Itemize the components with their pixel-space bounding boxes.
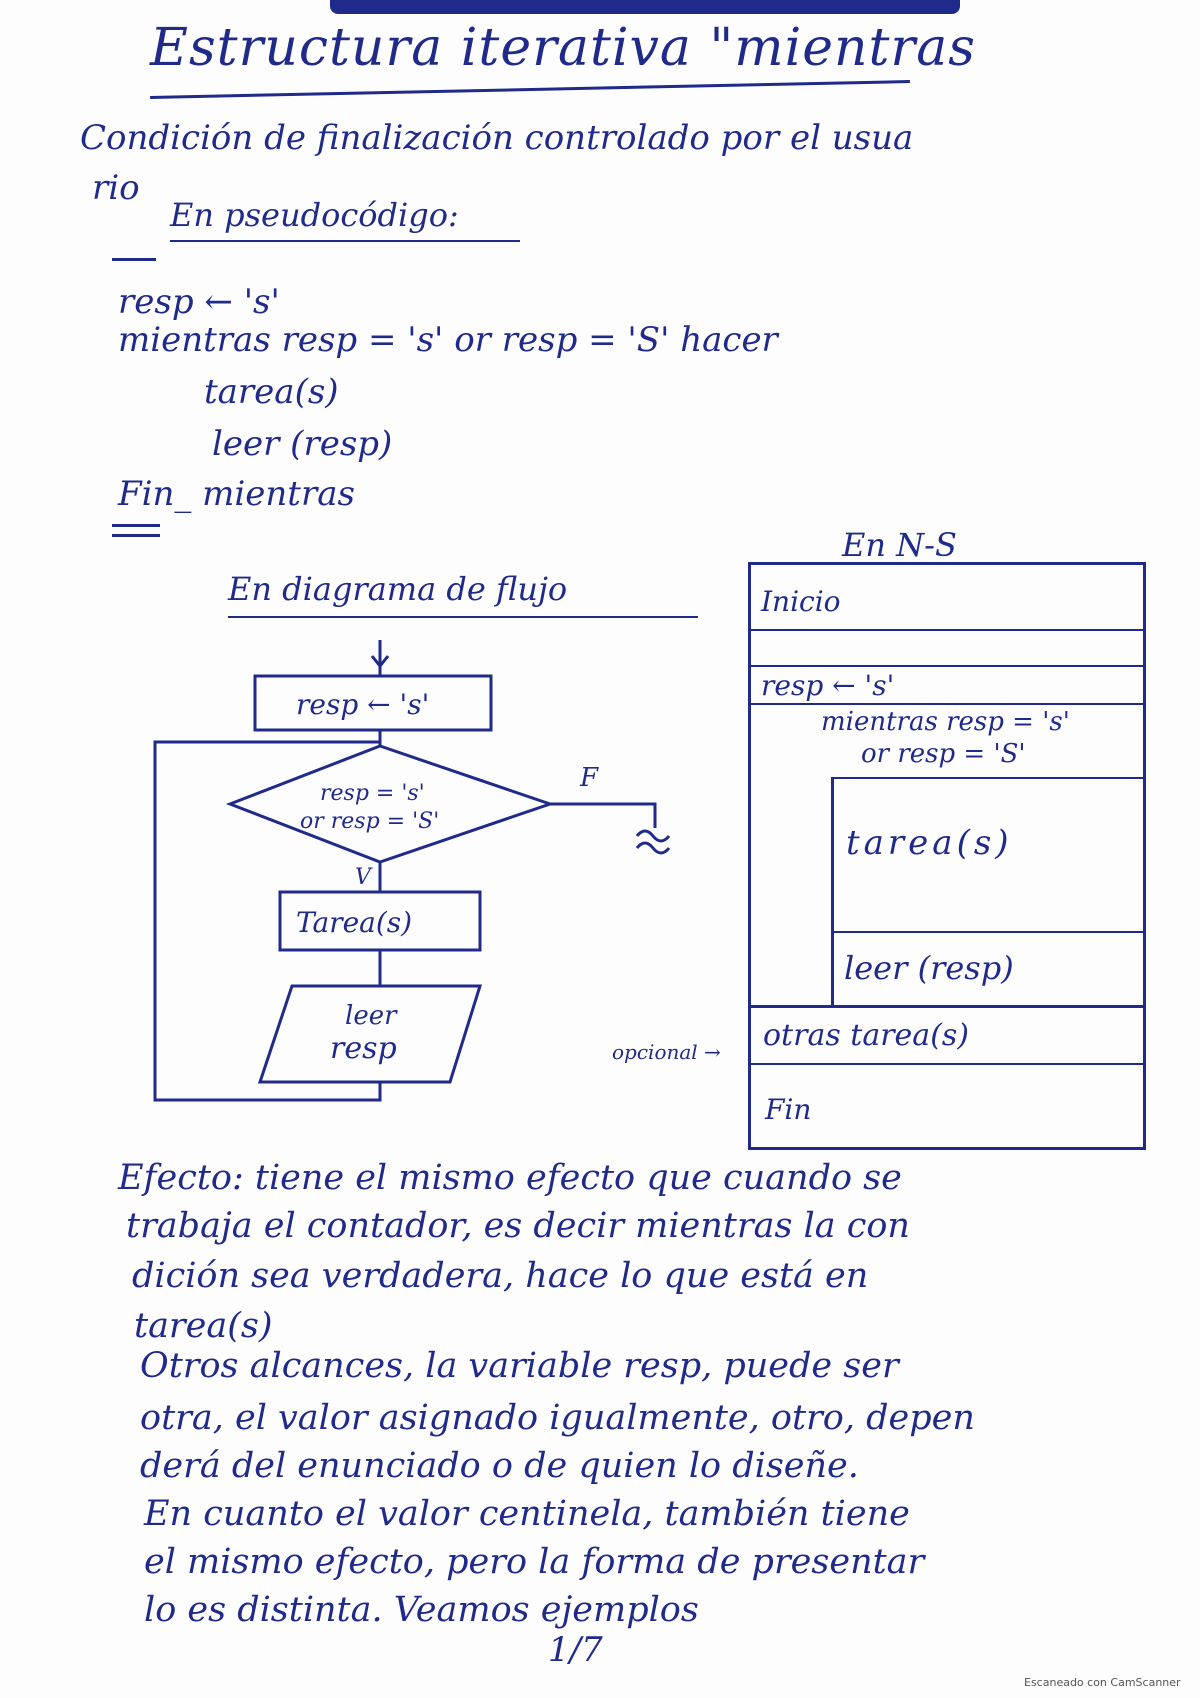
end-mark bbox=[637, 831, 669, 853]
ns-start-row bbox=[751, 565, 1143, 631]
note-line-6: otra, el valor asignado igualmente, otro, depen bbox=[140, 1398, 975, 1438]
note-line-4: tarea(s) bbox=[134, 1306, 273, 1346]
ns-task: tarea(s) bbox=[846, 823, 1013, 863]
flow-task-text: Tarea(s) bbox=[296, 906, 413, 939]
pseudo-line-3: tarea(s) bbox=[204, 372, 339, 412]
ns-gap-row bbox=[751, 631, 1143, 667]
pseudo-line-5: Fin_ mientras bbox=[118, 474, 355, 514]
ns-read: leer (resp) bbox=[844, 949, 1014, 987]
note-line-10: lo es distinta. Veamos ejemplos bbox=[144, 1590, 699, 1630]
title-underline bbox=[150, 80, 910, 99]
page-number: 1/7 bbox=[548, 1630, 603, 1670]
flow-cond-line2: or resp = 'S' bbox=[300, 809, 440, 834]
flow-cond-line1: resp = 's' bbox=[320, 781, 425, 806]
ns-loop-body bbox=[831, 777, 1143, 1005]
pseudo-line-2: mientras resp = 's' or resp = 'S' hacer bbox=[118, 320, 778, 360]
note-line-1: Efecto: tiene el mismo efecto que cuando se bbox=[118, 1158, 902, 1198]
ns-other-row bbox=[751, 1005, 1143, 1065]
flow-true-label: V bbox=[355, 865, 371, 890]
ns-diagram bbox=[748, 562, 1146, 1150]
ns-assign: resp ← 's' bbox=[761, 669, 895, 702]
ns-assign-row bbox=[751, 667, 1143, 705]
false-branch bbox=[550, 804, 655, 828]
flow-false-label: F bbox=[580, 763, 599, 793]
ns-loop-line2: or resp = 'S' bbox=[861, 739, 1026, 769]
ns-heading: En N-S bbox=[842, 526, 957, 564]
note-line-3: dición sea verdadera, hace lo que está en bbox=[132, 1256, 869, 1296]
note-line-8: En cuanto el valor centinela, también tiene bbox=[144, 1494, 910, 1534]
page-top-edge bbox=[330, 0, 960, 14]
flow-assign-text: resp ← 's' bbox=[296, 688, 430, 721]
ns-end: Fin bbox=[765, 1093, 812, 1126]
separator-mark bbox=[112, 258, 156, 261]
ns-loop-bar bbox=[751, 705, 831, 1005]
ns-end-row bbox=[751, 1065, 1143, 1147]
note-line-7: derá del enunciado o de quien lo diseñe. bbox=[140, 1446, 859, 1486]
note-line-5: Otros alcances, la variable resp, puede ser bbox=[140, 1346, 899, 1386]
pseudocode-heading: En pseudocódigo: bbox=[170, 196, 459, 234]
page-title: Estructura iterativa "mientras bbox=[150, 18, 976, 78]
intro-line-1: Condición de finalización controlado por el usua bbox=[80, 118, 914, 158]
flowchart-heading-underline bbox=[228, 616, 698, 618]
flowchart-heading: En diagrama de flujo bbox=[228, 570, 568, 608]
pseudocode-heading-underline bbox=[170, 240, 520, 242]
ns-start: Inicio bbox=[761, 585, 841, 618]
ns-other: otras tarea(s) bbox=[763, 1018, 970, 1053]
pseudo-line-4: leer (resp) bbox=[212, 424, 393, 464]
flow-read-line2: resp bbox=[330, 1031, 397, 1066]
intro-line-2: rio bbox=[92, 168, 140, 208]
ns-read-cell bbox=[834, 931, 1143, 1007]
separator-mark bbox=[112, 534, 160, 537]
flowchart bbox=[150, 630, 710, 1110]
flow-read-line1: leer bbox=[345, 1001, 397, 1031]
separator-mark bbox=[112, 524, 160, 527]
note-line-2: trabaja el contador, es decir mientras la con bbox=[126, 1206, 910, 1246]
pseudo-line-1: resp ← 's' bbox=[118, 282, 280, 322]
scanner-watermark: Escaneado con CamScanner bbox=[1024, 1676, 1181, 1689]
ns-optional-label: opcional → bbox=[612, 1040, 721, 1064]
note-line-9: el mismo efecto, pero la forma de presentar bbox=[144, 1542, 925, 1582]
ns-task-cell bbox=[834, 779, 1143, 933]
ns-loop-line1: mientras resp = 's' bbox=[821, 707, 1070, 737]
